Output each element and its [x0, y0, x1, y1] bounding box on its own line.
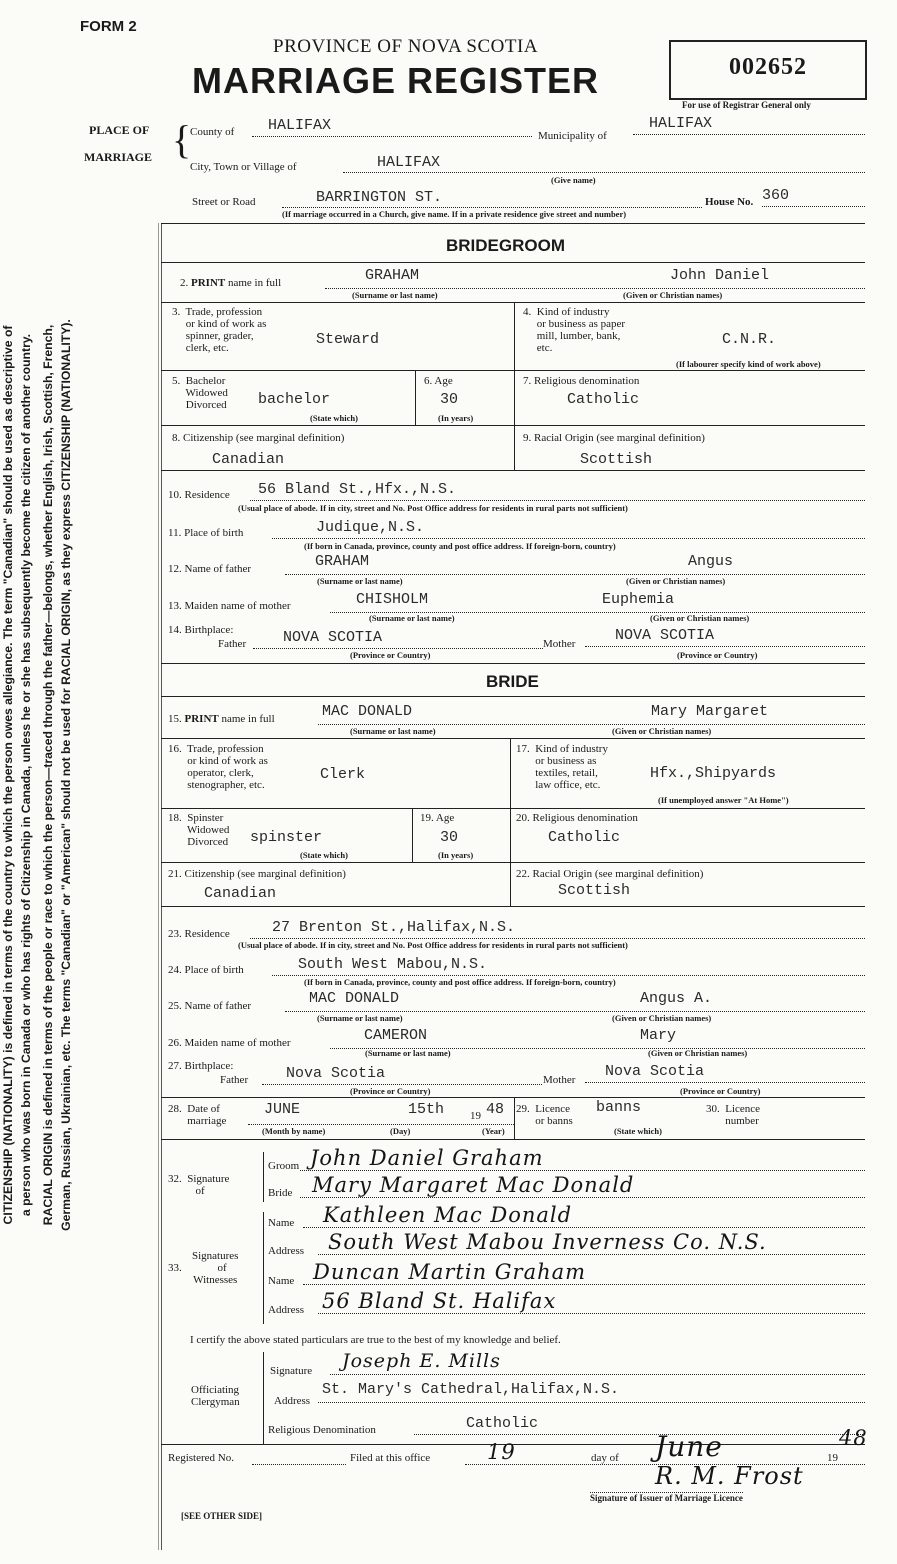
- witness-label: Signatures of Witnesses: [192, 1250, 239, 1286]
- groom-racial: Scottish: [580, 451, 653, 468]
- licence-label: 29. Licence or banns: [516, 1103, 573, 1127]
- bride-given: Mary Margaret: [651, 703, 769, 720]
- margin-line-4: a person who was born in Canada or who has rights of Citizenship in Canada, unless he or she has subsequently become the citizen of another country.: [19, 333, 33, 1217]
- groom-bp-mother-field: [585, 626, 865, 647]
- groom-status-note: (State which): [310, 413, 358, 423]
- w2-name: Duncan Martin Graham: [313, 1260, 587, 1284]
- marriage-day-note: (Day): [390, 1126, 411, 1136]
- groom-print-no: 2.: [180, 277, 189, 289]
- groom-birth: Judique,N.S.: [316, 519, 425, 536]
- bride-mother-label: 26. Maiden name of mother: [168, 1037, 291, 1049]
- city-label: City, Town or Village of: [190, 161, 297, 173]
- groom-status-label: 5. Bachelor Widowed Divorced: [172, 375, 228, 411]
- bride-bp-father-note: (Province or Country): [350, 1086, 431, 1096]
- bride-name-in-full-label: name in full: [221, 713, 275, 725]
- bride-religion-label: 20. Religious denomination: [516, 812, 638, 824]
- bride-mother-given-note: (Given or Christian names): [648, 1048, 748, 1058]
- groom-name-in-full-label: name in full: [227, 277, 282, 289]
- bride-father-given-note: (Given or Christian names): [612, 1013, 712, 1023]
- groom-bp-father-note: (Province or Country): [350, 650, 431, 660]
- house-label: House No.: [705, 196, 754, 208]
- bride-birth-note: (If born in Canada, province, county and post office address. If foreign-born, country): [304, 977, 616, 987]
- bride-print-label: PRINT: [184, 713, 219, 725]
- groom-bp-mother: NOVA SCOTIA: [615, 627, 715, 644]
- groom-trade: Steward: [316, 331, 380, 348]
- groom-age: 30: [440, 391, 459, 408]
- city-value: HALIFAX: [377, 154, 441, 171]
- groom-residence-label: 10. Residence: [168, 489, 230, 501]
- groom-name-field: [325, 268, 865, 289]
- bride-birthplace-label: Birthplace:: [184, 1060, 234, 1072]
- filed-day: 19: [487, 1440, 516, 1464]
- bride-citizenship: Canadian: [204, 885, 277, 902]
- municipality-field: [633, 114, 865, 135]
- groom-residence: 56 Bland St.,Hfx.,N.S.: [258, 481, 457, 498]
- place-heading-2: MARRIAGE: [84, 150, 152, 164]
- document-title: MARRIAGE REGISTER: [192, 60, 600, 101]
- city-field: [343, 153, 865, 173]
- bride-residence-label: 23. Residence: [168, 928, 230, 940]
- groom-status: bachelor: [258, 391, 331, 408]
- bride-racial-label: 22. Racial Origin (see marginal definition): [516, 868, 704, 880]
- marriage-month: JUNE: [264, 1101, 301, 1118]
- bride-father-surname: MAC DONALD: [309, 990, 400, 1007]
- groom-residence-note: (Usual place of abode. If in city, street and No. Post Office address for residents in rural parts not sufficient): [238, 503, 628, 513]
- bride-religion: Catholic: [548, 829, 621, 846]
- groom-age-note: (In years): [438, 413, 474, 423]
- bride-birth-field: [272, 955, 865, 976]
- street-field: [282, 188, 702, 208]
- licence-note: (State which): [614, 1126, 662, 1136]
- bride-trade: Clerk: [320, 766, 366, 783]
- bride-birth: South West Mabou,N.S.: [298, 956, 488, 973]
- bride-father-given: Angus A.: [640, 990, 713, 1007]
- marriage-date-field: [248, 1102, 514, 1125]
- give-name-note: (Give name): [551, 175, 596, 185]
- w1-address-line: [318, 1230, 865, 1255]
- form-number: FORM 2: [80, 18, 137, 35]
- bride-citizenship-label: 21. Citizenship (see marginal definition): [168, 868, 346, 880]
- clergy-signature: Joseph E. Mills: [342, 1350, 501, 1372]
- bride-industry: Hfx.,Shipyards: [650, 765, 777, 782]
- bride-surname: MAC DONALD: [322, 703, 413, 720]
- bride-father-field: [285, 991, 865, 1012]
- registrar-note: For use of Registrar General only: [682, 100, 811, 110]
- licence-value: banns: [596, 1099, 642, 1116]
- clergy-signature-label: Signature: [270, 1365, 313, 1377]
- bride-residence: 27 Brenton St.,Halifax,N.S.: [272, 919, 516, 936]
- marriage-year: 48: [486, 1101, 505, 1118]
- groom-signature: John Daniel Graham: [310, 1146, 544, 1170]
- clergy-address-label: Address: [274, 1395, 311, 1407]
- registration-number-box: [669, 40, 867, 100]
- w2-address: 56 Bland St. Halifax: [322, 1289, 557, 1313]
- groom-birthplace-mother-label: Mother: [543, 638, 576, 650]
- county-label: County of: [190, 126, 235, 138]
- groom-sig-label: Groom: [268, 1160, 300, 1172]
- bride-age: 30: [440, 829, 459, 846]
- groom-citizenship: Canadian: [212, 451, 285, 468]
- margin-line-6: German, Russian, Ukrainian, etc. The terms "Canadian" or "American" should not be used for RACIAL ORIGIN, as they express CITIZENSHIP (NATIONALITY).: [59, 319, 73, 1231]
- bride-sig-label: Bride: [268, 1187, 293, 1199]
- bride-signature-line: [300, 1173, 865, 1198]
- groom-birth-field: [272, 518, 865, 539]
- county-field: [252, 116, 532, 137]
- place-brace: {: [172, 117, 192, 162]
- w2-address-line: [318, 1289, 865, 1314]
- bride-bp-mother: Nova Scotia: [605, 1063, 705, 1080]
- marriage-year-note: (Year): [482, 1126, 505, 1136]
- religious-denomination-label: Religious Denomination: [268, 1424, 376, 1436]
- bride-bp-father: Nova Scotia: [286, 1065, 386, 1082]
- margin-instructions: [0, 105, 145, 1445]
- groom-mother-label: 13. Maiden name of mother: [168, 600, 291, 612]
- groom-birth-label: 11. Place of birth: [168, 527, 244, 539]
- see-other-side: [SEE OTHER SIDE]: [181, 1511, 263, 1521]
- house-value: 360: [762, 187, 790, 204]
- groom-father-field: [285, 554, 865, 575]
- place-heading-1: PLACE OF: [89, 123, 150, 137]
- clergy-address: St. Mary's Cathedral,Halifax,N.S.: [322, 1381, 620, 1398]
- bride-mother-surname-note: (Surname or last name): [365, 1048, 451, 1058]
- bridegroom-heading: BRIDEGROOM: [446, 236, 565, 255]
- groom-bp-father: NOVA SCOTIA: [283, 629, 383, 646]
- groom-mother-surname-note: (Surname or last name): [369, 613, 455, 623]
- groom-father-label: 12. Name of father: [168, 563, 252, 575]
- marriage-year-prefix: 19: [470, 1110, 481, 1122]
- bride-age-label: 19. Age: [420, 812, 455, 824]
- bride-status: spinster: [250, 829, 323, 846]
- bride-name-field: [318, 704, 865, 725]
- bride-status-label: 18. Spinster Widowed Divorced: [168, 812, 230, 848]
- bride-birth-label: 24. Place of birth: [168, 964, 244, 976]
- filed-month: June: [655, 1430, 723, 1463]
- officiating-label: Officiating Clergyman: [191, 1384, 240, 1408]
- registration-number: 002652: [729, 54, 807, 80]
- groom-residence-field: [250, 480, 865, 501]
- groom-birthplace-no: 14.: [168, 624, 182, 636]
- bride-status-note: (State which): [300, 850, 348, 860]
- bride-mother-surname: CAMERON: [364, 1027, 428, 1044]
- licence-number-label: 30. Licence number: [706, 1103, 761, 1127]
- groom-signature-line: [300, 1146, 865, 1171]
- bride-father-label: 25. Name of father: [168, 1000, 252, 1012]
- bride-birthplace-mother-label: Mother: [543, 1074, 576, 1086]
- religious-denomination-line: [414, 1414, 865, 1435]
- groom-given: John Daniel: [670, 267, 770, 284]
- bride-surname-note: (Surname or last name): [350, 726, 436, 736]
- marriage-date-label: 28. Date of marriage: [168, 1103, 227, 1127]
- bride-bp-father-field: [262, 1064, 542, 1085]
- filed-year-prefix: 19: [827, 1452, 838, 1464]
- bride-signature: Mary Margaret Mac Donald: [312, 1173, 635, 1197]
- sig-label: 32. Signature of: [168, 1173, 230, 1197]
- street-note: (If marriage occurred in a Church, give name. If in a private residence give street and number): [282, 209, 627, 219]
- groom-birthplace-label: Birthplace:: [184, 624, 234, 636]
- certify-text: I certify the above stated particulars are true to the best of my knowledge and belief.: [190, 1334, 561, 1346]
- groom-father-surname: GRAHAM: [315, 553, 370, 570]
- groom-mother-surname: CHISHOLM: [356, 591, 429, 608]
- w1-name-label: Name: [268, 1217, 295, 1229]
- municipality-value: HALIFAX: [649, 115, 713, 132]
- groom-racial-label: 9. Racial Origin (see marginal definition): [523, 432, 705, 444]
- clergy-address-line: [318, 1380, 865, 1403]
- groom-surname-note: (Surname or last name): [352, 290, 438, 300]
- groom-surname: GRAHAM: [365, 267, 420, 284]
- groom-birth-note: (If born in Canada, province, county and post office address. If foreign-born, country): [304, 541, 616, 551]
- w1-name: Kathleen Mac Donald: [323, 1203, 573, 1227]
- issuer-signature: R. M. Frost: [655, 1462, 804, 1490]
- bride-bp-mother-field: [585, 1062, 865, 1083]
- groom-birthplace-father-label: Father: [218, 638, 247, 650]
- municipality-label: Municipality of: [538, 130, 607, 142]
- groom-trade-label: 3. Trade, profession or kind of work as spinner, grader, clerk, etc.: [172, 306, 267, 354]
- registered-label: Registered No.: [168, 1452, 234, 1464]
- groom-mother-field: [330, 592, 865, 613]
- bride-industry-label: 17. Kind of industry or business as textiles, retail, law office, etc.: [516, 743, 608, 791]
- groom-industry-note: (If labourer specify kind of work above): [676, 359, 821, 369]
- house-field: [762, 186, 865, 207]
- bride-bp-mother-note: (Province or Country): [680, 1086, 761, 1096]
- w1-address-label: Address: [268, 1245, 305, 1257]
- groom-print-label: PRINT: [191, 277, 226, 289]
- groom-citizenship-label: 8. Citizenship (see marginal definition): [172, 432, 345, 444]
- bride-birthplace-no: 27.: [168, 1060, 182, 1072]
- bride-racial: Scottish: [558, 882, 631, 899]
- groom-father-surname-note: (Surname or last name): [317, 576, 403, 586]
- margin-line-5: RACIAL ORIGIN is defined in terms of the people or race to which the person—traced through the father—belongs, whether English, Irish, Scottish, French,: [41, 324, 55, 1226]
- street-label: Street or Road: [192, 196, 256, 208]
- marriage-day: 15th: [408, 1101, 445, 1118]
- groom-religion: Catholic: [567, 391, 640, 408]
- w1-name-line: [303, 1203, 865, 1228]
- marriage-month-note: (Month by name): [262, 1126, 326, 1136]
- groom-industry-label: 4. Kind of industry or business as paper mill, lumber, bank, etc.: [523, 306, 626, 354]
- groom-mother-given: Euphemia: [602, 591, 675, 608]
- groom-given-note: (Given or Christian names): [623, 290, 723, 300]
- street-value: BARRINGTON ST.: [316, 189, 443, 206]
- groom-father-given: Angus: [688, 553, 734, 570]
- w1-address: South West Mabou Inverness Co. N.S.: [328, 1230, 767, 1254]
- groom-mother-given-note: (Given or Christian names): [650, 613, 750, 623]
- w2-name-line: [303, 1260, 865, 1285]
- groom-industry: C.N.R.: [722, 331, 777, 348]
- bride-mother-given: Mary: [640, 1027, 677, 1044]
- groom-father-given-note: (Given or Christian names): [626, 576, 726, 586]
- bride-trade-label: 16. Trade, profession or kind of work as operator, clerk, stenographer, etc.: [168, 743, 268, 791]
- province-heading: PROVINCE OF NOVA SCOTIA: [273, 36, 539, 57]
- w2-address-label: Address: [268, 1304, 305, 1316]
- margin-line-3: CITIZENSHIP (NATIONALITY) is defined in terms of the country to which the person owes allegiance. The term "Canadian" should be used as descriptive of: [1, 325, 15, 1225]
- bride-industry-note: (If unemployed answer "At Home"): [658, 795, 789, 805]
- witness-no: 33.: [168, 1262, 182, 1274]
- religious-denomination: Catholic: [466, 1415, 539, 1432]
- clergy-signature-line: [330, 1350, 865, 1375]
- bride-residence-note: (Usual place of abode. If in city, street and No. Post Office address for residents in rural parts not sufficient): [238, 940, 628, 950]
- issuer-label: Signature of Issuer of Marriage Licence: [590, 1493, 743, 1503]
- bride-father-surname-note: (Surname or last name): [317, 1013, 403, 1023]
- groom-bp-father-field: [253, 628, 543, 649]
- registered-line: [252, 1444, 346, 1465]
- bride-residence-field: [250, 918, 865, 939]
- filed-year: 48: [839, 1426, 868, 1450]
- day-of-label: day of: [591, 1452, 619, 1464]
- w2-name-label: Name: [268, 1275, 295, 1287]
- bride-heading: BRIDE: [486, 672, 539, 691]
- bride-print-no: 15.: [168, 713, 182, 725]
- groom-age-label: 6. Age: [424, 375, 453, 387]
- bride-given-note: (Given or Christian names): [612, 726, 712, 736]
- bride-mother-field: [330, 1028, 865, 1049]
- bride-age-note: (In years): [438, 850, 474, 860]
- bride-birthplace-father-label: Father: [220, 1074, 249, 1086]
- groom-religion-label: 7. Religious denomination: [523, 375, 640, 387]
- county-value: HALIFAX: [268, 117, 332, 134]
- groom-bp-mother-note: (Province or Country): [677, 650, 758, 660]
- filed-label: Filed at this office: [350, 1452, 431, 1464]
